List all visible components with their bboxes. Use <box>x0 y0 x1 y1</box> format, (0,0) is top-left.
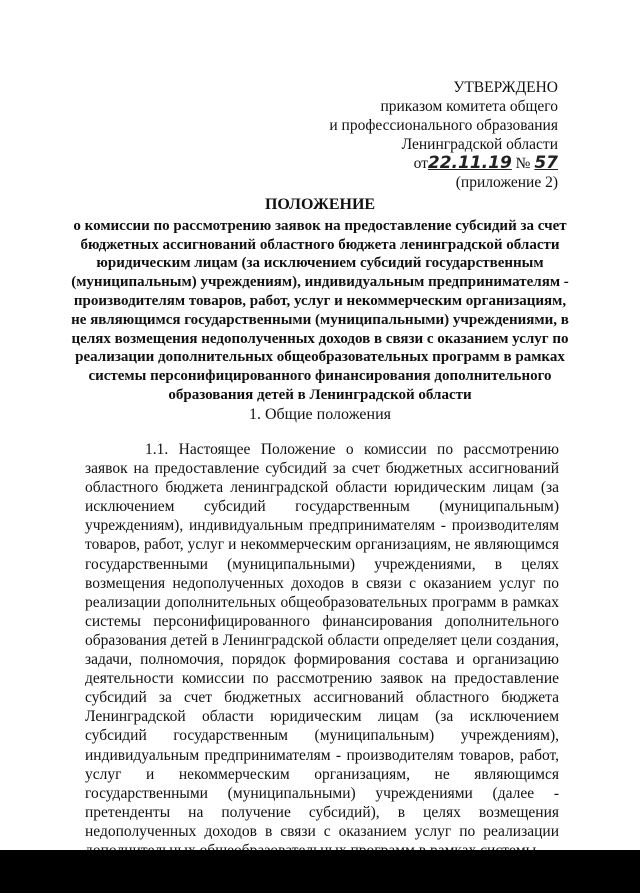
body-paragraph: 1.1. Настоящее Положение о комиссии по рассмотрению заявок на предоставление субсидий за счет бюджетных ассигнований областного бюджета ленинградской области юридическим лицам (за исключением субсидий государственным (муниципальным) учреждениям), индивидуальным предпринимателям - производителям товаров, работ, услуг и некоммерческим организациям, не являющимся государственными (муниципальными) учреждениями, в целях возмещения недополученных доходов в связи с оказанием услуг по реализации дополнительных общеобразовательных программ в рамках системы персонифицированного финансирования дополнительного образования детей в Ленинградской области определяет цели создания, задачи, полномочия, порядок формирования состава и организацию деятельности комиссии по рассмотрению заявок на предоставление субсидий за счет бюджетных ассигнований областного бюджета Ленинградской области юридическим лицам (за исключением субсидий государственным (муниципальным) учреждениям), индивидуальным предпринимателям - производителям товаров, работ, услуг и некоммерческим организациям, не являющимся государственными (муниципальными) учреждениями (далее - претенденты на получение субсидий), в целях возмещения недополученных доходов в связи с оказанием услуг по реализации <box>85 441 559 840</box>
order-number-line <box>329 154 558 173</box>
document-title <box>70 196 570 405</box>
appendix-label: (приложение 2) <box>455 174 558 191</box>
section-heading: 1. Общие положения <box>248 406 392 423</box>
approval-line-1: приказом комитета общего <box>380 98 558 115</box>
approval-line-2: и профессионального образования <box>329 117 558 134</box>
title-heading: ПОЛОЖЕНИЕ <box>264 196 376 213</box>
title-subtitle: о комиссии по рассмотрению заявок на предоставление субсидий за счет бюджетных ассигнований областного бюджета ленинградской области юридическим лицам (за исключением субсидий государственным (муниципальным) учреждениям), индивидуальным предпринимателям - производителям товаров, работ, услуг и некоммерческим организациям, не являющимся государственными (муниципальными) учреждениями, в целях возмещения недополученных доходов в связи с оказанием услуг по реализации дополнительных общеобразовательных программ в рамках системы персонифицированного финансирования дополнительного образования детей в Ленинградской области <box>71 217 569 403</box>
handwritten-number: 57 <box>534 153 558 173</box>
scan-bottom-border <box>0 850 640 893</box>
number-prefix: № <box>515 155 531 172</box>
approval-title: УТВЕРЖДЕНО <box>453 79 558 96</box>
approval-stamp <box>329 78 558 192</box>
from-prefix: от <box>413 155 428 172</box>
approval-line-3: Ленинградской области <box>401 136 558 153</box>
handwritten-date: 22.11.19 <box>427 153 512 173</box>
